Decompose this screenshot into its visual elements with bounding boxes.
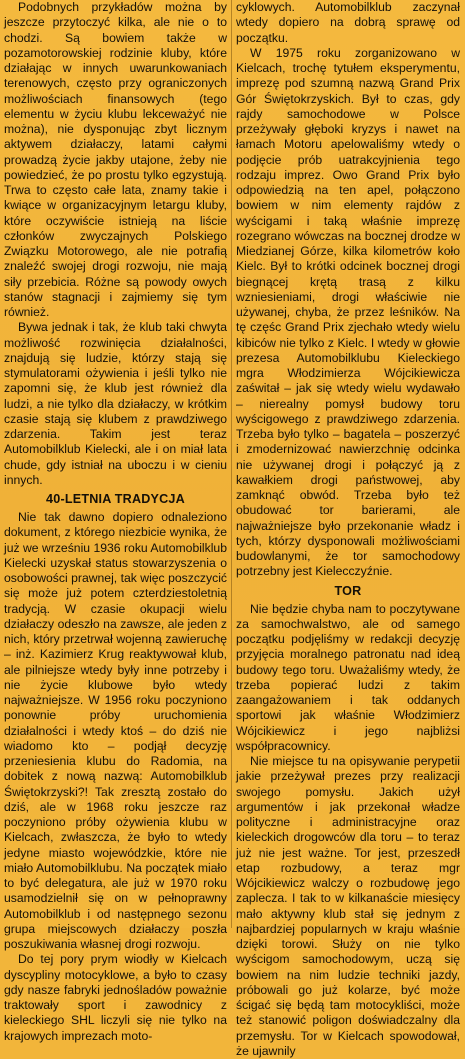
paragraph: cyklowych. Automobilklub zaczynał wtedy dopiero na dobrą sprawę od początku. bbox=[236, 0, 460, 45]
article-column-right bbox=[236, 0, 460, 1058]
paragraph: Nie miejsce tu na opisywanie perypetii jakie przeżywał prezes przy realizacji swojego pomysłu. Jakich użył argumentów i jak przekonał władze polityczne i administracyjne oraz kieleckich drogowców dla toru – to teraz już nie jest ważne. Tor jest, przeszedł etap rozbudowy, a teraz mgr Wójcikiewicz walczy o rozbudowę jego zaplecza. I tak to w kilkanaście miesięcy mało aktywny klub stał się jednym z najbardziej popularnych w kraju właśnie dzięki torowi. Służy on nie tylko wyścigom samochodowym, uczą się bowiem na nim ludzie techniki jazdy, próbowali go już kolarze, być może ścigać się będą tam motocykliści, może też stanowić poligon doświadczalny dla przemysłu. Tor w Kielcach spowodował, że ujawnily bbox=[236, 754, 460, 1058]
paragraph: Nie będzie chyba nam to poczytywane za samochwalstwo, ale od samego początku podjęliśmy w redakcji decyzję przyjęcia moralnego patronatu nad ideą budowy tego toru. Uważaliśmy wtedy, że trzeba popierać ludzi z takim zaangażowaniem i tak oddanych sportowi jak właśnie Włodzimierz Wójcikiewicz i jego najbliżsi współpracownicy. bbox=[236, 601, 460, 753]
section-heading: TOR bbox=[334, 583, 362, 598]
column-divider bbox=[231, 0, 232, 928]
article-column-left bbox=[4, 0, 227, 1043]
paragraph: W 1975 roku zorganizowano w Kielcach, trochę tytułem eksperymentu, imprezę pod szumną nazwą Grand Prix Gór Świętokrzyskich. Był to czas, gdy rajdy samochodowe w Polsce przeżywały głęboki kryzys i nawet na łamach Motoru apelowaliśmy wtedy o podjęcie prób uatrakcyjnienia tego rodzaju imprez. Owo Grand Prix było odpowiedzią na ten apel, połączono bowiem w nim elementy rajdów z wyścigami i taką właśnie imprezę rozegrano wówczas na bocznej drodze w Miedzianej Górze, kilka kilometrów koło Kielc. Był to krótki odcinek bocznej drogi biegnącej krętą trasą z kilku wzniesieniami, drogi właściwie nie używanej, chyba, że przez leśników. Na tę częśc Grand Prix zjechało wtedy wielu kibiców nie tylko z Kielc. I wtedy w głowie prezesa Automobilklubu Kieleckiego mgra Włodzimierza Wójcikiewicza zaświtał – jak się wtedy wielu wydawało – nierealny pomysł budowy toru wyścigowego z prawdziwego zdarzenia. Trzeba było tylko – bagatela – poszerzyć i zmodernizować nawierzchnię odcinka nie używanej drogi i połączyć ją z kawałkiem drogi państwowej, aby zamknąć obwód. Trzeba było też obudować tor barierami, ale najważniejsze było przekonanie władz i tych, którzy dysponowali możliwościami budowlanymi, że tor samochodowy potrzebny jest Kielecczyźnie. bbox=[236, 45, 460, 579]
paragraph: Bywa jednak i tak, że klub taki chwyta możliwość rozwinięcia działalności, znajdują się ludzie, którzy stają się stymulatorami ożywienia i jeśli tylko nie zapomni się, że klub jest również dla ludzi, a nie tylko dla działaczy, w krótkim czasie stają się klubem z prawdziwego zdarzenia. Takim jest teraz Automobilklub Kielecki, ale i on miał lata chude, gdy istniał na uboczu i w cieniu innych. bbox=[4, 320, 227, 487]
paragraph: Nie tak dawno dopiero odnaleziono dokument, z którego niezbicie wynika, że już we wrześniu 1936 roku Automobilklub Kielecki uzyskał status stowarzyszenia o osobowości prawnej, tak więc poszczycić się może już potem czterdziestoletnią tradycją. W czasie okupacji wielu działaczy odeszło na zawsze, ale jeden z nich, który przetrwał wojenną zawieruchę – inż. Kazimierz Krug reaktywował klub, ale pilniejsze wtedy były inne potrzeby i nie życie klubowe było wtedy najważniejsze. W 1956 roku poczyniono ponownie próby uruchomienia działalności i wtedy ktoś – do dziś nie wiadomo kto – podjął decyzję przeniesienia klubu do Radomia, na dobitek z nową nazwą: Automobilklub Świętokrzyski?! Tak zresztą zostało do dziś, ale w 1968 roku jeszcze raz poczyniono próby ożywienia klubu w Kielcach, zwłaszcza, że było to wtedy jedyne miasto wojewódzkie, które nie miało Automobilklubu. Na początek miało to być delegatura, ale już w 1970 roku usamodzielnił się on w pełnoprawny Automobilklub i od następnego sezonu grupa miejscowych działaczy poszła poszukiwania własnej drogi rozwoju. bbox=[4, 510, 227, 951]
section-heading: 40-LETNIA TRADYCJA bbox=[46, 492, 185, 506]
paragraph: Do tej pory prym wiodły w Kielcach dyscypliny motocyklowe, a było to czasy gdy nasze fabryki jednośladów poważnie traktowały sport i zawodnicy z kieleckiego SHL liczyli się nie tylko na krajowych imprezach moto- bbox=[4, 952, 227, 1043]
paragraph: Podobnych przykładów można by jeszcze przytoczyć kilka, ale nie o to chodzi. Są bowiem także w pozamotorowskiej rodzinie kluby, które działając w innych uwarunkowaniach terenowych, często przy ograniczonych możliwościach finansowych (tego elementu w życiu klubu lekceważyć nie można), nie dysponując zbyt licznym aktywem działaczy, latami całymi prowadzą życie jakby utajone, żeby nie powiedzieć, że po prostu tylko egzystują. Trwa to często całe lata, znamy takie i kwiące w organizacyjnym letargu kluby, które oczywiście istnieją na liście członków zwyczajnych Polskiego Związku Motorowego, ale nie potrafią znaleźć swojej drogi rozwoju, nie mają siły przebicia. Różne są powody owych stanów stagnacji i zajmiemy się tym również. bbox=[4, 0, 227, 319]
